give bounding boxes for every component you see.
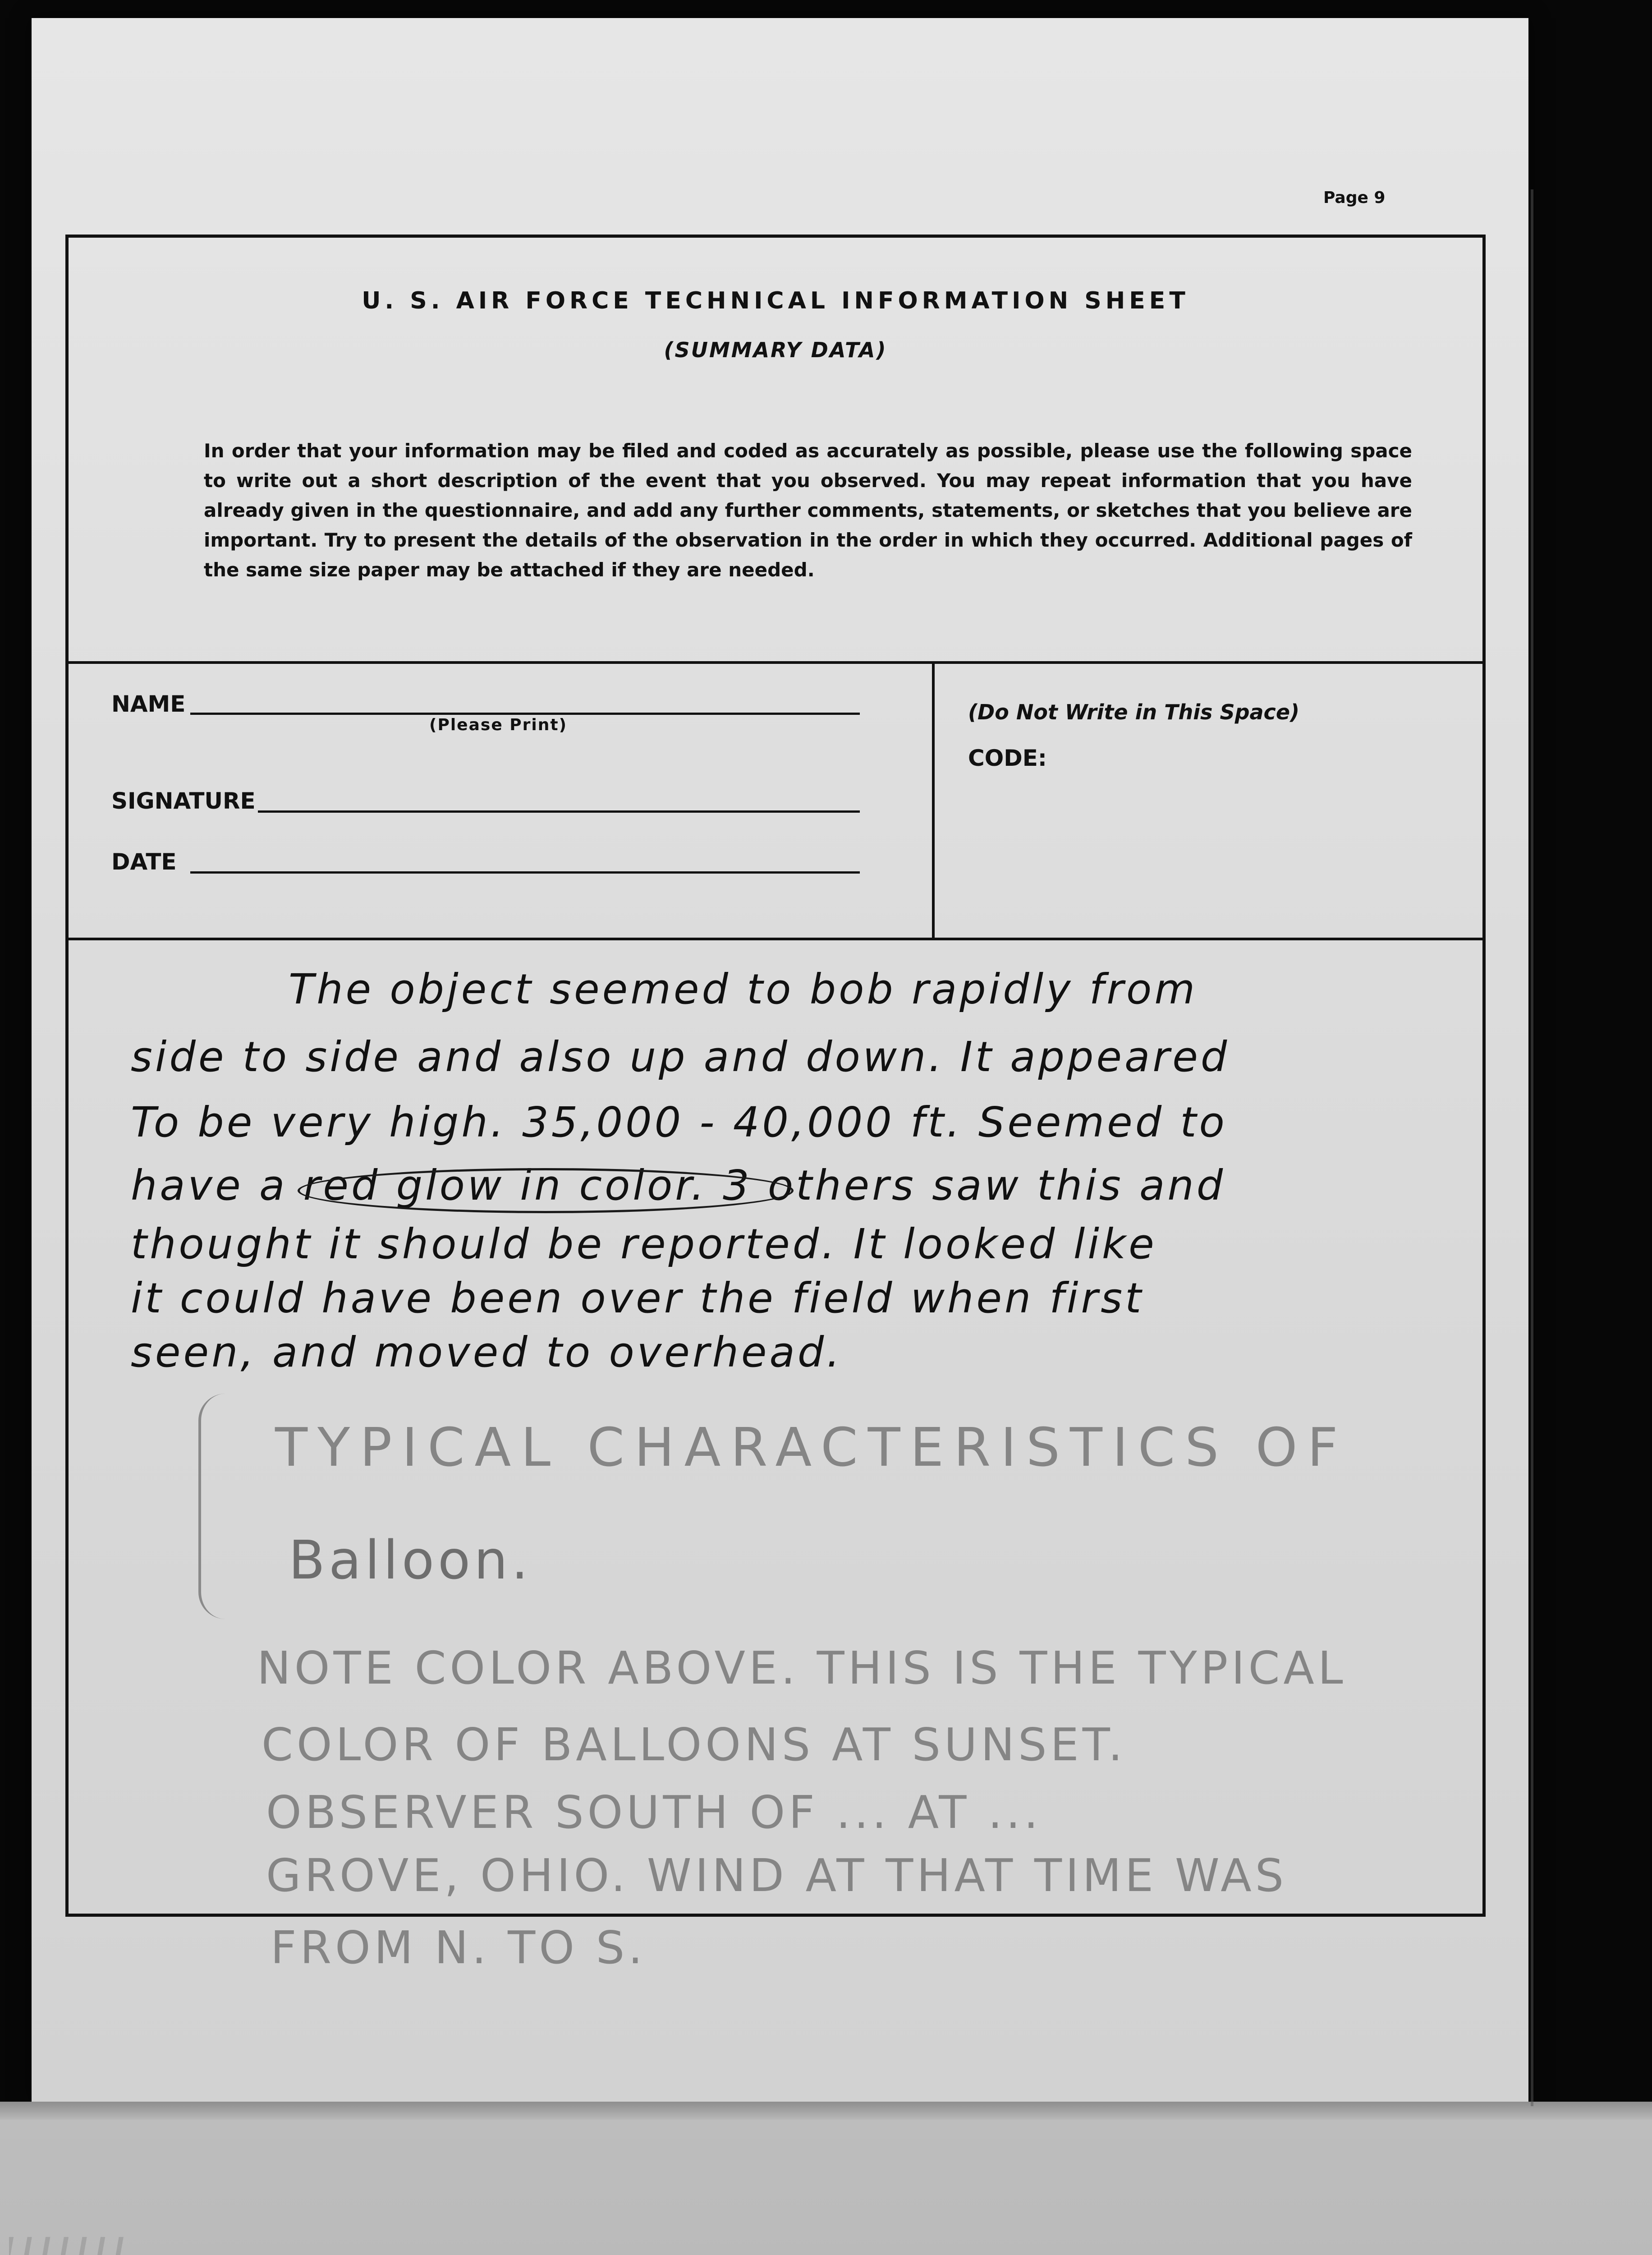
pencil-annotation-line: COLOR OF BALLOONS AT SUNSET. [262,1718,1126,1771]
backing-sheet-marks [9,2237,126,2255]
pencil-bracket [198,1394,255,1619]
pencil-annotation-line: Balloon. [289,1529,532,1591]
name-label: NAME [111,691,186,717]
signature-field-line[interactable] [258,810,860,813]
page-number: Page 9 [1323,189,1386,207]
pencil-annotation-line: NOTE COLOR ABOVE. THIS IS THE TYPICAL [257,1642,1347,1694]
pencil-annotation-line: TYPICAL CHARACTERISTICS OF [275,1416,1348,1478]
handwritten-line: To be very high. 35,000 - 40,000 ft. Seemed to [131,1098,1227,1146]
pencil-annotation-line: FROM N. TO S. [271,1921,647,1974]
handwritten-line: thought it should be reported. It looked like [131,1220,1157,1268]
handwritten-line: The object seemed to bob rapidly from [289,965,1198,1013]
form-header [69,238,1482,664]
form-instructions: In order that your information may be filed and coded as accurately as possible, please use the following space to write out a short description of the event that you observed. You may repeat information that you have already given in the questionnaire, and add any further comments, statements, or sketches that you believe are important. Try to present the details of the observation in the order in which they occurred. Additional pages of the same size paper may be attached if they are needed. [204,440,1412,581]
form-subtitle: (SUMMARY DATA) [664,338,887,362]
name-field-line[interactable] [190,713,860,715]
pencil-annotation-line: GROVE, OHIO. WIND AT THAT TIME WAS [266,1849,1288,1902]
handwritten-line: side to side and also up and down. It appeared [131,1033,1230,1081]
code-label: CODE: [968,745,1047,771]
section-divider [932,664,935,938]
handwritten-line: have a red glow in color. 3 others saw this and [131,1161,1226,1210]
sheet-bottom-edge [0,2102,1652,2120]
page-edge-line [1531,189,1533,2106]
handwritten-line: it could have been over the field when first [131,1274,1144,1322]
handwritten-line: seen, and moved to overhead. [131,1328,843,1376]
date-label: DATE [111,849,177,875]
signature-label: SIGNATURE [111,788,256,814]
backing-sheet [0,2120,1652,2255]
observer-info-section [69,664,1482,940]
please-print-note: (Please Print) [429,716,568,734]
office-use-note: (Do Not Write in This Space) [968,700,1300,724]
color-circle-mark [298,1168,794,1213]
pencil-annotation-line: OBSERVER SOUTH OF ... AT ... [266,1786,1042,1839]
date-field-line[interactable] [190,871,860,874]
form-title: U. S. AIR FORCE TECHNICAL INFORMATION SHEET [362,287,1189,314]
